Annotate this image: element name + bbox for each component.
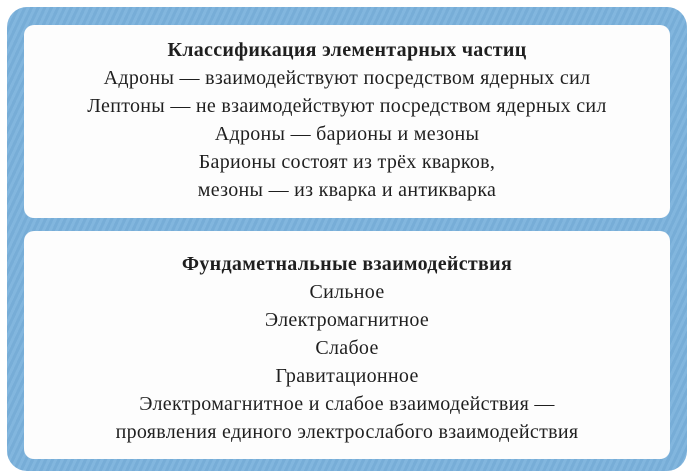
text-line-gravitational: Гравитационное [275, 365, 419, 387]
text-line-strong: Сильное [309, 281, 385, 303]
text-line-hadrons-types: Адроны — барионы и мезоны [214, 123, 480, 145]
panel-title: Классификация элементарных частиц [167, 39, 527, 61]
text-line-baryons: Барионы состоят из трёх кварков, [198, 151, 496, 173]
panel-particle-classification [24, 25, 670, 218]
text-line-electroweak-1: Электромагнитное и слабое взаимодействия — [139, 393, 555, 415]
text-line-electroweak-2: проявления единого электрослабого взаимодействия [115, 421, 579, 443]
text-line-leptons: Лептоны — не взаимодействуют посредством ядерных сил [87, 95, 607, 117]
text-line-hadrons: Адроны — взаимодействуют посредством ядерных сил [103, 67, 591, 89]
panel-title: Фундаметнальные взаимодействия [181, 253, 513, 275]
text-line-weak: Слабое [315, 337, 379, 359]
panel-fundamental-interactions [24, 231, 670, 459]
text-line-mesons: мезоны — из кварка и антикварка [197, 179, 497, 201]
text-line-electromagnetic: Электромагнитное [264, 309, 430, 331]
outer-blue-frame [7, 7, 687, 471]
